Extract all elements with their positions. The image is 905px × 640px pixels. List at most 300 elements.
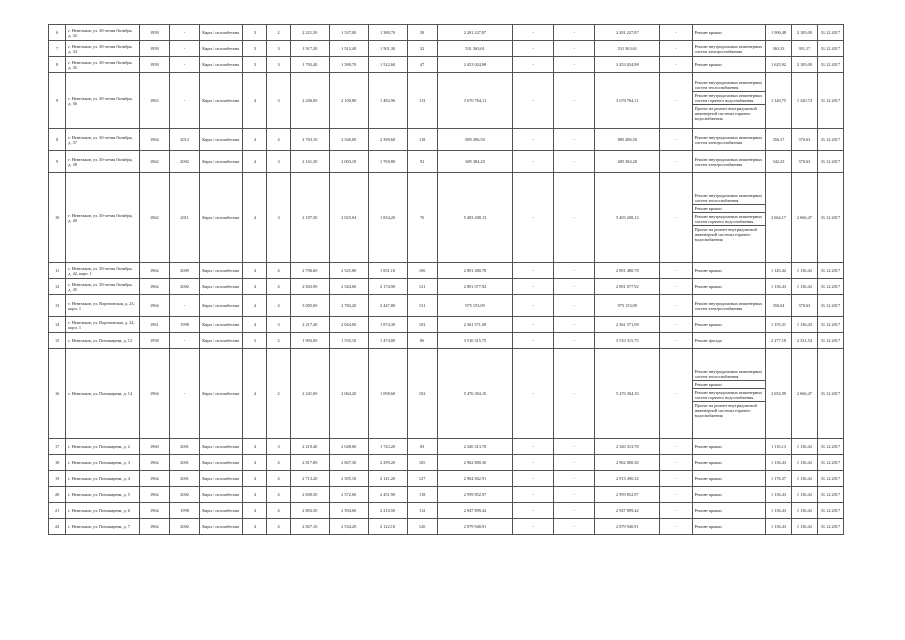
v2-cell: 2 666,47 bbox=[791, 349, 817, 439]
work-type-cell bbox=[692, 317, 765, 333]
work-item: Ремонт крыши bbox=[694, 30, 722, 35]
y1-cell: 1958 bbox=[139, 25, 169, 41]
fl-cell: 4 bbox=[243, 487, 267, 503]
addr-cell: г. Невельков, ул. 30-летия Октября, д. 37 bbox=[66, 129, 139, 151]
a1-cell: 1 792,40 bbox=[290, 57, 329, 73]
v1-cell: 1 136,43 bbox=[766, 487, 792, 503]
work-item: Ремонт крыши bbox=[694, 444, 722, 449]
c4-cell: 3 670 764,11 bbox=[595, 73, 660, 129]
work-item: Ремонт внутридомовых инженерных систем горячего водоснабжения bbox=[693, 92, 765, 105]
a2-cell: 2 782,20 bbox=[329, 295, 368, 317]
work-type-cell bbox=[692, 503, 765, 519]
addr-cell: г. Невельков, ул. 30-летия Октября, д. 45 bbox=[66, 279, 139, 295]
v2-cell: 1 136,43 bbox=[791, 317, 817, 333]
v2-cell: 1 136,43 bbox=[791, 487, 817, 503]
work-item: Ремонт внутридомовых инженерных систем электроснабжения bbox=[694, 43, 763, 54]
a3-cell: 1 831,10 bbox=[368, 263, 407, 279]
n-cell: 22 bbox=[49, 519, 66, 535]
c3-cell: - bbox=[554, 25, 595, 41]
work-type-cell bbox=[692, 73, 765, 129]
v1-cell: 350,04 bbox=[766, 295, 792, 317]
y1-cell: 1962 bbox=[139, 173, 169, 263]
a1-cell: 2 803,50 bbox=[290, 503, 329, 519]
a3-cell: 2 447,80 bbox=[368, 295, 407, 317]
work-item: Проект на ремонт внутридомовой инженерной системы горячего водоснабжения bbox=[694, 227, 757, 242]
work-type-cell bbox=[692, 173, 765, 263]
table-row bbox=[49, 439, 844, 455]
c3-cell: - bbox=[554, 57, 595, 73]
c5-cell: - bbox=[660, 25, 692, 41]
a3-cell: 1 769,80 bbox=[368, 151, 407, 173]
work-item: Ремонт крыши bbox=[693, 205, 765, 213]
v1-cell: 1 176,37 bbox=[766, 471, 792, 487]
fl-cell: 4 bbox=[243, 317, 267, 333]
d-cell: 31.12.2017 bbox=[817, 41, 843, 57]
a3-cell: 1 501,30 bbox=[368, 41, 407, 57]
n-cell: 6 bbox=[49, 25, 66, 41]
a1-cell: 2 817,80 bbox=[290, 455, 329, 471]
table-row bbox=[49, 487, 844, 503]
a2-cell: 2 572,00 bbox=[329, 487, 368, 503]
y2-cell: 2002 bbox=[169, 519, 199, 535]
c4-cell: 2 320 313,78 bbox=[595, 439, 660, 455]
c5-cell: - bbox=[660, 129, 692, 151]
c4-cell: 975 153,09 bbox=[595, 295, 660, 317]
c1-cell: 531 363,61 bbox=[437, 41, 513, 57]
n-cell: 9 bbox=[49, 151, 66, 173]
table-row bbox=[49, 151, 844, 173]
n-cell: 17 bbox=[49, 439, 66, 455]
c1-cell: 2 891 077,92 bbox=[437, 279, 513, 295]
y2-cell: - bbox=[169, 41, 199, 57]
c4-cell: 5 476 304,10 bbox=[595, 349, 660, 439]
v2-cell: 1 136,43 bbox=[791, 503, 817, 519]
fl-cell: 4 bbox=[243, 503, 267, 519]
y2-cell: 2011 bbox=[169, 173, 199, 263]
a1-cell: 2 843,90 bbox=[290, 279, 329, 295]
n-cell: 16 bbox=[49, 349, 66, 439]
c2-cell: - bbox=[513, 519, 554, 535]
c4-cell: 2 913 490,32 bbox=[595, 471, 660, 487]
p-cell: 86 bbox=[407, 333, 437, 349]
mat-cell: Кирп./ сплошбетона bbox=[200, 317, 243, 333]
c2-cell: - bbox=[513, 295, 554, 317]
a2-cell: 2 540,00 bbox=[329, 129, 368, 151]
work-type-cell bbox=[692, 263, 765, 279]
a2-cell: 1 537,00 bbox=[329, 25, 368, 41]
y1-cell: 1962 bbox=[139, 279, 169, 295]
d-cell: 31.12.2017 bbox=[817, 519, 843, 535]
c2-cell: - bbox=[513, 487, 554, 503]
p-cell: 113 bbox=[407, 73, 437, 129]
en-cell: 3 bbox=[267, 57, 291, 73]
a2-cell: 2 594,00 bbox=[329, 503, 368, 519]
en-cell: 2 bbox=[267, 349, 291, 439]
a2-cell: 2 048,06 bbox=[329, 439, 368, 455]
fl-cell: 3 bbox=[243, 57, 267, 73]
c3-cell: - bbox=[554, 279, 595, 295]
a1-cell: 2 210,40 bbox=[290, 439, 329, 455]
c4-cell: 2 891 480,78 bbox=[595, 263, 660, 279]
table-row bbox=[49, 333, 844, 349]
a2-cell: 1 580,70 bbox=[329, 57, 368, 73]
fl-cell: 4 bbox=[243, 151, 267, 173]
fl-cell: 4 bbox=[243, 129, 267, 151]
c4-cell: 3 510 315,75 bbox=[595, 333, 660, 349]
p-cell: 106 bbox=[407, 263, 437, 279]
v1-cell: 1 136,43 bbox=[766, 455, 792, 471]
v2-cell: 1 136,43 bbox=[791, 519, 817, 535]
n-cell: 11 bbox=[49, 263, 66, 279]
n-cell: 21 bbox=[49, 503, 66, 519]
v2-cell: 2 185,00 bbox=[791, 25, 817, 41]
table-row bbox=[49, 317, 844, 333]
v2-cell: 2 666,47 bbox=[791, 173, 817, 263]
table-row bbox=[49, 503, 844, 519]
table-row bbox=[49, 73, 844, 129]
mat-cell: Кирп./ сплошбетона bbox=[200, 279, 243, 295]
c2-cell: - bbox=[513, 25, 554, 41]
p-cell: 39 bbox=[407, 25, 437, 41]
work-type-cell bbox=[692, 151, 765, 173]
work-item: Ремонт крыши bbox=[694, 62, 722, 67]
a3-cell: 2 174,90 bbox=[368, 279, 407, 295]
en-cell: 4 bbox=[267, 519, 291, 535]
a1-cell: 2 206,00 bbox=[290, 73, 329, 129]
a1-cell: 2 217,40 bbox=[290, 317, 329, 333]
work-type-cell bbox=[692, 25, 765, 41]
c2-cell: - bbox=[513, 439, 554, 455]
c3-cell: - bbox=[554, 439, 595, 455]
addr-cell: г. Невельков, ул. 30-летия Октября, д. 32 bbox=[66, 25, 139, 41]
v2-cell: 370,63 bbox=[791, 129, 817, 151]
p-cell: 47 bbox=[407, 57, 437, 73]
fl-cell: 4 bbox=[243, 471, 267, 487]
a1-cell: 2 763,10 bbox=[290, 129, 329, 151]
p-cell: 83 bbox=[407, 439, 437, 455]
c4-cell: 885 286,50 bbox=[595, 129, 660, 151]
y1-cell: 1960 bbox=[139, 439, 169, 455]
y2-cell: 1998 bbox=[169, 317, 199, 333]
work-item: Ремонт крыши bbox=[694, 508, 722, 513]
d-cell: 31.12.2017 bbox=[817, 317, 843, 333]
mat-cell: Кирп./ сплошбетона bbox=[200, 41, 243, 57]
a3-cell: 1 474,80 bbox=[368, 333, 407, 349]
d-cell: 31.12.2017 bbox=[817, 455, 843, 471]
a2-cell: 2 003,10 bbox=[329, 151, 368, 173]
a2-cell: 2 064,20 bbox=[329, 349, 368, 439]
work-item: Ремонт крыши bbox=[694, 460, 722, 465]
table-row bbox=[49, 279, 844, 295]
c3-cell: - bbox=[554, 295, 595, 317]
c3-cell: - bbox=[554, 503, 595, 519]
p-cell: 112 bbox=[407, 503, 437, 519]
y2-cell: 2001 bbox=[169, 455, 199, 471]
y2-cell: 2002 bbox=[169, 151, 199, 173]
table-row bbox=[49, 349, 844, 439]
v2-cell: 1 136,43 bbox=[791, 263, 817, 279]
a2-cell: 2 544,00 bbox=[329, 279, 368, 295]
c1-cell: 975 153,09 bbox=[437, 295, 513, 317]
c4-cell: 5 403 208,13 bbox=[595, 173, 660, 263]
c1-cell: 3 670 764,11 bbox=[437, 73, 513, 129]
y2-cell: - bbox=[169, 333, 199, 349]
y1-cell: 1962 bbox=[139, 263, 169, 279]
c5-cell: - bbox=[660, 151, 692, 173]
y2-cell: 2001 bbox=[169, 439, 199, 455]
n-cell: 18 bbox=[49, 455, 66, 471]
a3-cell: 2 210,50 bbox=[368, 503, 407, 519]
fl-cell: 4 bbox=[243, 349, 267, 439]
y2-cell: 2002 bbox=[169, 487, 199, 503]
c5-cell: - bbox=[660, 279, 692, 295]
y1-cell: 1964 bbox=[139, 503, 169, 519]
a2-cell: 2 607,30 bbox=[329, 455, 368, 471]
a3-cell: 2 399,60 bbox=[368, 129, 407, 151]
a3-cell: 1 743,20 bbox=[368, 439, 407, 455]
en-cell: 3 bbox=[267, 317, 291, 333]
c5-cell: - bbox=[660, 349, 692, 439]
c2-cell: - bbox=[513, 317, 554, 333]
y1-cell: 1958 bbox=[139, 333, 169, 349]
d-cell: 31.12.2017 bbox=[817, 471, 843, 487]
c5-cell: - bbox=[660, 471, 692, 487]
p-cell: 120 bbox=[407, 519, 437, 535]
n-cell: 20 bbox=[49, 487, 66, 503]
p-cell: 131 bbox=[407, 295, 437, 317]
en-cell: 4 bbox=[267, 295, 291, 317]
y1-cell: 1962 bbox=[139, 519, 169, 535]
c4-cell: 2 947 899,42 bbox=[595, 503, 660, 519]
v1-cell: 1 136,43 bbox=[766, 519, 792, 535]
v1-cell: 1 320,75 bbox=[766, 73, 792, 129]
work-item: Ремонт внутридомовых инженерных систем электроснабжения bbox=[694, 134, 763, 145]
mat-cell: Кирп./ сплошбетона bbox=[200, 25, 243, 41]
a3-cell: 1 834,20 bbox=[368, 173, 407, 263]
work-item: Ремонт крыши bbox=[694, 492, 722, 497]
c2-cell: - bbox=[513, 173, 554, 263]
p-cell: 105 bbox=[407, 455, 437, 471]
a1-cell: 1 917,30 bbox=[290, 41, 329, 57]
fl-cell: 4 bbox=[243, 455, 267, 471]
work-item: Ремонт крыши bbox=[694, 476, 722, 481]
y1-cell: 1962 bbox=[139, 151, 169, 173]
en-cell: 4 bbox=[267, 487, 291, 503]
c3-cell: - bbox=[554, 151, 595, 173]
c5-cell: - bbox=[660, 295, 692, 317]
table-row bbox=[49, 129, 844, 151]
c4-cell: 2 281 227,87 bbox=[595, 25, 660, 41]
c4-cell: 2 453 024,98 bbox=[595, 57, 660, 73]
mat-cell: Кирп./ сплошбетона bbox=[200, 349, 243, 439]
c3-cell: - bbox=[554, 73, 595, 129]
y1-cell: 1964 bbox=[139, 471, 169, 487]
mat-cell: Кирп./ сплошбетона bbox=[200, 263, 243, 279]
a3-cell: 2 451,90 bbox=[368, 487, 407, 503]
a3-cell: 2 299,20 bbox=[368, 455, 407, 471]
work-type-cell bbox=[692, 295, 765, 317]
a2-cell: 1 512,40 bbox=[329, 41, 368, 57]
fl-cell: 4 bbox=[243, 73, 267, 129]
mat-cell: Кирп./ сплошбетона bbox=[200, 129, 243, 151]
c3-cell: - bbox=[554, 263, 595, 279]
c1-cell: 2 959 852,97 bbox=[437, 487, 513, 503]
table-row bbox=[49, 263, 844, 279]
c2-cell: - bbox=[513, 503, 554, 519]
a2-cell: 2 044,00 bbox=[329, 317, 368, 333]
c1-cell: 2 879 940,91 bbox=[437, 519, 513, 535]
y1-cell: 1964 bbox=[139, 295, 169, 317]
addr-cell: г. Невельков, ул. Пономарева, д. 7 bbox=[66, 519, 139, 535]
c5-cell: - bbox=[660, 519, 692, 535]
y1-cell: 1962 bbox=[139, 487, 169, 503]
d-cell: 31.12.2017 bbox=[817, 151, 843, 173]
d-cell: 31.12.2017 bbox=[817, 129, 843, 151]
table-row bbox=[49, 295, 844, 317]
c5-cell: - bbox=[660, 173, 692, 263]
work-item: Ремонт внутридомовых инженерных систем горячего водоснабжения bbox=[693, 389, 765, 402]
a3-cell: 1 380,70 bbox=[368, 25, 407, 41]
a1-cell: 3 005,00 bbox=[290, 295, 329, 317]
y2-cell: 2002 bbox=[169, 279, 199, 295]
c3-cell: - bbox=[554, 519, 595, 535]
c2-cell: - bbox=[513, 151, 554, 173]
c1-cell: 2 891 480,78 bbox=[437, 263, 513, 279]
v1-cell: 1 136,43 bbox=[766, 279, 792, 295]
c5-cell: - bbox=[660, 57, 692, 73]
v1-cell: 2 652,99 bbox=[766, 349, 792, 439]
d-cell: 31.12.2017 bbox=[817, 57, 843, 73]
y2-cell: 1998 bbox=[169, 503, 199, 519]
a1-cell: 2 187,50 bbox=[290, 173, 329, 263]
a3-cell: 2 141,20 bbox=[368, 471, 407, 487]
work-item: Ремонт крыши bbox=[694, 524, 722, 529]
work-item: Ремонт внутридомовых инженерных систем горячего водоснабжения bbox=[693, 213, 765, 226]
en-cell: 2 bbox=[267, 333, 291, 349]
en-cell: 3 bbox=[267, 41, 291, 57]
d-cell: 31.12.2017 bbox=[817, 25, 843, 41]
work-item: Проект на ремонт внутридомовой инженерной системы горячего водоснабжения bbox=[694, 106, 757, 121]
c3-cell: - bbox=[554, 487, 595, 503]
d-cell: 31.12.2017 bbox=[817, 349, 843, 439]
addr-cell: г. Невельков, ул. Пономарева, д. 6 bbox=[66, 503, 139, 519]
y1-cell: 1962 bbox=[139, 455, 169, 471]
v2-cell: 2 331,54 bbox=[791, 333, 817, 349]
c3-cell: - bbox=[554, 317, 595, 333]
work-type-cell bbox=[692, 455, 765, 471]
addr-cell: г. Невельков, ул. Пономарева, д. 5 bbox=[66, 487, 139, 503]
v2-cell: 1 136,43 bbox=[791, 279, 817, 295]
v2-cell: 1 136,43 bbox=[791, 439, 817, 455]
mat-cell: Кирп./ сплошбетона bbox=[200, 455, 243, 471]
n-cell: 13 bbox=[49, 295, 66, 317]
mat-cell: Кирп./ сплошбетона bbox=[200, 503, 243, 519]
table-row bbox=[49, 173, 844, 263]
addr-cell: г. Невельков, ул. 30-летия Октября, д. 38 bbox=[66, 151, 139, 173]
a1-cell: 2 241,00 bbox=[290, 349, 329, 439]
work-item: Ремонт внутридомовых инженерных систем электроснабжения bbox=[694, 156, 763, 167]
v2-cell: 2 185,00 bbox=[791, 57, 817, 73]
mat-cell: Кирп./ сплошбетона bbox=[200, 173, 243, 263]
addr-cell: г. Невельков, ул. Пономарева, д. 14 bbox=[66, 349, 139, 439]
mat-cell: Кирп./ сплошбетона bbox=[200, 519, 243, 535]
work-item: Ремонт внутридомовых инженерных систем теплоснабжения bbox=[693, 368, 765, 381]
y2-cell: - bbox=[169, 57, 199, 73]
mat-cell: Кирп./ сплошбетона bbox=[200, 439, 243, 455]
c3-cell: - bbox=[554, 471, 595, 487]
a3-cell: 2 122,10 bbox=[368, 519, 407, 535]
d-cell: 31.12.2017 bbox=[817, 333, 843, 349]
c2-cell: - bbox=[513, 263, 554, 279]
addr-cell: г. Невельков, ул. Вороновская, д. 24, корп. 1 bbox=[66, 317, 139, 333]
register-page bbox=[48, 24, 844, 535]
mat-cell: Кирп./ сплошбетона bbox=[200, 333, 243, 349]
a1-cell: 1 903,00 bbox=[290, 333, 329, 349]
work-item: Ремонт внутридомовых инженерных систем теплоснабжения bbox=[693, 192, 765, 205]
a3-cell: 1 522,60 bbox=[368, 57, 407, 73]
c5-cell: - bbox=[660, 439, 692, 455]
y1-cell: 1958 bbox=[139, 41, 169, 57]
en-cell: 4 bbox=[267, 279, 291, 295]
y2-cell: 2012 bbox=[169, 129, 199, 151]
work-type-cell bbox=[692, 41, 765, 57]
n-cell: 8 bbox=[49, 57, 66, 73]
work-type-cell bbox=[692, 471, 765, 487]
c1-cell: 2 904 602,91 bbox=[437, 471, 513, 487]
fl-cell: 4 bbox=[243, 519, 267, 535]
table-row bbox=[49, 471, 844, 487]
work-type-cell bbox=[692, 279, 765, 295]
work-item: Ремонт крыши bbox=[694, 268, 722, 273]
en-cell: 3 bbox=[267, 151, 291, 173]
fl-cell: 4 bbox=[243, 295, 267, 317]
addr-cell: г. Невельков, ул. Пономарева, д. 4 bbox=[66, 471, 139, 487]
c3-cell: - bbox=[554, 41, 595, 57]
fl-cell: 3 bbox=[243, 25, 267, 41]
mat-cell: Кирп./ сплошбетона bbox=[200, 151, 243, 173]
work-item: Ремонт внутридомовых инженерных систем теплоснабжения bbox=[693, 79, 765, 92]
a2-cell: 2 025,04 bbox=[329, 173, 368, 263]
c2-cell: - bbox=[513, 455, 554, 471]
p-cell: 102 bbox=[407, 349, 437, 439]
y1-cell: 1963 bbox=[139, 73, 169, 129]
table-row bbox=[49, 41, 844, 57]
en-cell: 4 bbox=[267, 455, 291, 471]
a1-cell: 2 706,60 bbox=[290, 263, 329, 279]
mat-cell: Кирп./ сплошбетона bbox=[200, 487, 243, 503]
d-cell: 31.12.2017 bbox=[817, 439, 843, 455]
en-cell: 3 bbox=[267, 73, 291, 129]
c5-cell: - bbox=[660, 487, 692, 503]
a3-cell: 1 098,60 bbox=[368, 349, 407, 439]
c1-cell: 5 403 208,13 bbox=[437, 173, 513, 263]
y1-cell: 1958 bbox=[139, 57, 169, 73]
v1-cell: 1 155,31 bbox=[766, 317, 792, 333]
c1-cell: 2 962 800,30 bbox=[437, 455, 513, 471]
v1-cell: 1 145,42 bbox=[766, 263, 792, 279]
p-cell: 118 bbox=[407, 487, 437, 503]
work-type-cell bbox=[692, 439, 765, 455]
c4-cell: 2 879 940,91 bbox=[595, 519, 660, 535]
a2-cell: 2 525,80 bbox=[329, 263, 368, 279]
fl-cell: 4 bbox=[243, 439, 267, 455]
v1-cell: 1 116,13 bbox=[766, 439, 792, 455]
c2-cell: - bbox=[513, 333, 554, 349]
c1-cell: 5 476 304,10 bbox=[437, 349, 513, 439]
work-type-cell bbox=[692, 349, 765, 439]
v1-cell: 356,37 bbox=[766, 129, 792, 151]
addr-cell: г. Невельков, ул. Вороновская, д. 23, корп. 1 bbox=[66, 295, 139, 317]
